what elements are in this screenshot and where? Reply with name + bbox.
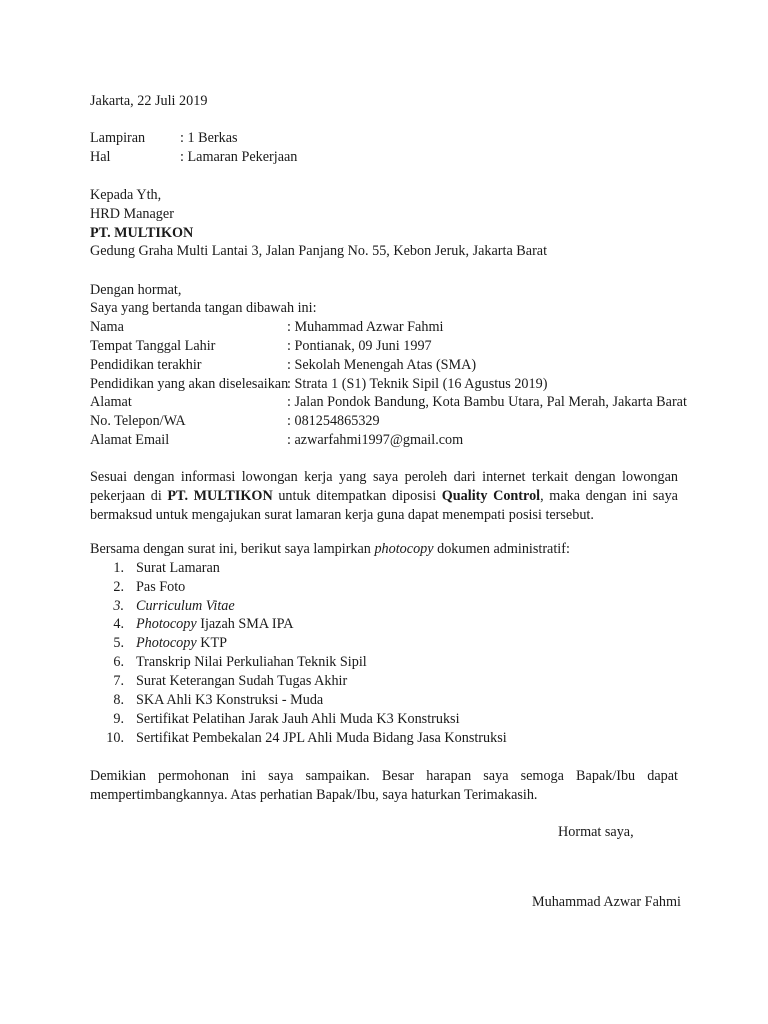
attachment-item bbox=[136, 597, 235, 616]
attachment-item-text: Surat Keterangan Sudah Tugas Akhir bbox=[136, 673, 348, 689]
body-paragraph bbox=[90, 468, 678, 525]
recipient-position: HRD Manager bbox=[90, 206, 174, 222]
attachment-number: 4. bbox=[113, 616, 124, 632]
applicant-name-label: Nama bbox=[90, 319, 124, 335]
applicant-address-label: Alamat bbox=[90, 394, 132, 410]
attachment-item bbox=[136, 672, 347, 691]
attachment-item-text: Surat Lamaran bbox=[136, 560, 220, 576]
applicant-birth-label: Tempat Tanggal Lahir bbox=[90, 338, 216, 354]
body-position: Quality Control bbox=[441, 488, 541, 504]
attachments-intro-italic: photocopy bbox=[374, 541, 434, 557]
letter-date: Jakarta, 22 Juli 2019 bbox=[90, 93, 208, 109]
attachment-item-italic: Photocopy bbox=[136, 635, 197, 651]
subject-label: Hal bbox=[90, 149, 111, 165]
body-text-2: untuk ditempatkan diposisi bbox=[272, 488, 442, 504]
attachment-item bbox=[136, 653, 367, 672]
attachments-intro-after: dokumen administratif: bbox=[433, 541, 570, 557]
attachment-number: 3. bbox=[113, 598, 124, 614]
attachment-item bbox=[136, 691, 323, 710]
greeting: Dengan hormat, bbox=[90, 282, 182, 298]
body-text-1: Sesuai dengan informasi lowongan kerja yang saya peroleh dari internet terkait dengan lowongan pekerjaan di bbox=[90, 469, 678, 504]
attachment-number: 7. bbox=[113, 673, 124, 689]
attachment-number: 5. bbox=[113, 635, 124, 651]
attachment-item bbox=[136, 634, 227, 653]
attachment-number: 9. bbox=[113, 711, 124, 727]
attachment-number: 6. bbox=[113, 654, 124, 670]
applicant-education-label: Pendidikan terakhir bbox=[90, 357, 202, 373]
body-text-3: , maka dengan ini saya bermaksud untuk mengajukan surat lamaran kerja guna dapat menempati posisi tersebut. bbox=[90, 488, 678, 523]
attachments-intro-before: Bersama dengan surat ini, berikut saya lampirkan bbox=[90, 541, 375, 557]
applicant-birth-value: : Pontianak, 09 Juni 1997 bbox=[287, 338, 432, 354]
applicant-study-value: : Strata 1 (S1) Teknik Sipil (16 Agustus 2019) bbox=[287, 376, 548, 392]
attachment-item bbox=[136, 559, 220, 578]
attachment-number: 1. bbox=[113, 560, 124, 576]
attachment-item-text: Sertifikat Pembekalan 24 JPL Ahli Muda Bidang Jasa Konstruksi bbox=[136, 730, 507, 746]
attachment-item bbox=[136, 578, 185, 597]
attachment-item bbox=[136, 729, 507, 748]
recipient-address: Gedung Graha Multi Lantai 3, Jalan Panjang No. 55, Kebon Jeruk, Jakarta Barat bbox=[90, 243, 548, 259]
attachment-item-italic: Curriculum Vitae bbox=[136, 598, 235, 614]
recipient-salutation: Kepada Yth, bbox=[90, 187, 162, 203]
attachment-item-italic: Photocopy bbox=[136, 616, 197, 632]
applicant-email-label: Alamat Email bbox=[90, 432, 170, 448]
attachment-label: Lampiran bbox=[90, 130, 146, 146]
applicant-study-label: Pendidikan yang akan diselesaikan bbox=[90, 376, 289, 392]
attachment-item-text: Ijazah SMA IPA bbox=[196, 616, 294, 632]
body-company: PT. MULTIKON bbox=[167, 488, 273, 504]
attachment-item bbox=[136, 710, 460, 729]
closing-paragraph: Demikian permohonan ini saya sampaikan. Besar harapan saya semoga Bapak/Ibu dapat mempertimbangkannya. Atas perhatian Bapak/Ibu, saya haturkan Terimakasih. bbox=[90, 768, 678, 803]
attachment-item-text: Sertifikat Pelatihan Jarak Jauh Ahli Muda K3 Konstruksi bbox=[136, 711, 460, 727]
attachment-item-text: SKA Ahli K3 Konstruksi - Muda bbox=[136, 692, 324, 708]
attachment-value: : 1 Berkas bbox=[180, 130, 238, 146]
attachment-number: 2. bbox=[113, 579, 124, 595]
applicant-address-value: : Jalan Pondok Bandung, Kota Bambu Utara, Pal Merah, Jakarta Barat bbox=[287, 394, 687, 410]
applicant-name-value: : Muhammad Azwar Fahmi bbox=[287, 319, 444, 335]
applicant-phone-label: No. Telepon/WA bbox=[90, 413, 186, 429]
intro-line: Saya yang bertanda tangan dibawah ini: bbox=[90, 300, 317, 316]
applicant-phone-value: : 081254865329 bbox=[287, 413, 380, 429]
attachment-item bbox=[136, 615, 294, 634]
applicant-email-value: : azwarfahmi1997@gmail.com bbox=[287, 432, 464, 448]
attachment-item-text: Pas Foto bbox=[136, 579, 186, 595]
subject-value: : Lamaran Pekerjaan bbox=[180, 149, 298, 165]
attachment-number: 10. bbox=[106, 730, 124, 746]
signature-name: Muhammad Azwar Fahmi bbox=[532, 894, 681, 910]
applicant-education-value: : Sekolah Menengah Atas (SMA) bbox=[287, 357, 477, 373]
recipient-company: PT. MULTIKON bbox=[90, 225, 194, 241]
attachment-item-text: KTP bbox=[196, 635, 228, 651]
attachments-intro bbox=[90, 540, 570, 559]
attachment-number: 8. bbox=[113, 692, 124, 708]
attachment-item-text: Transkrip Nilai Perkuliahan Teknik Sipil bbox=[136, 654, 367, 670]
signoff: Hormat saya, bbox=[558, 824, 634, 840]
